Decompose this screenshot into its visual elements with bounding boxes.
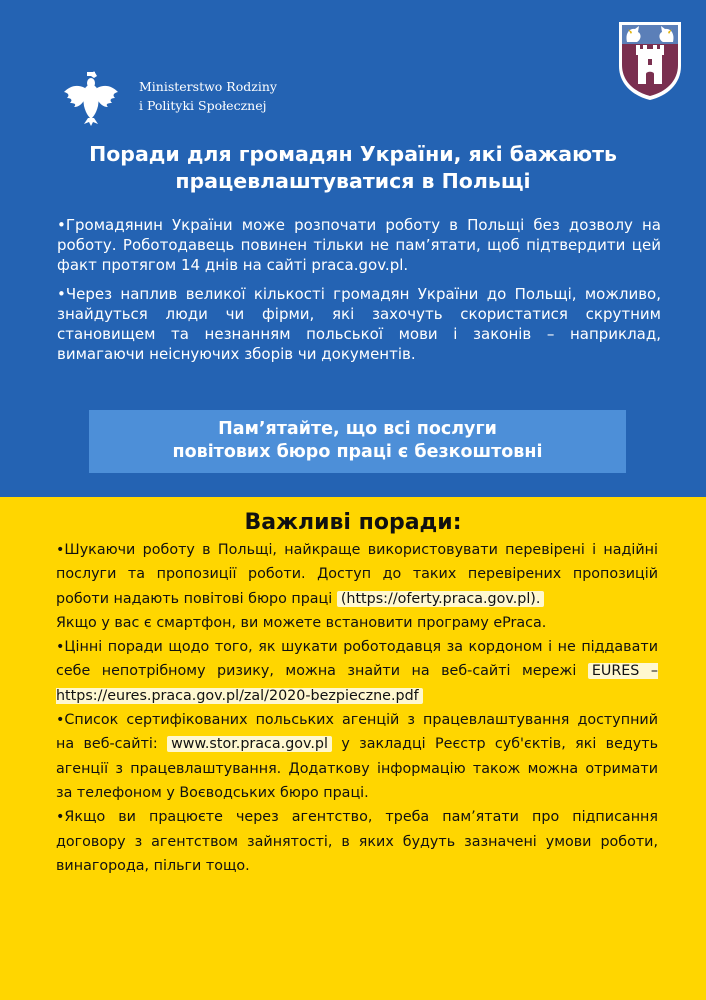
intro-paragraph-2: •Через наплив великої кількості громадян України до Польщі, можливо, знайдуться люди чи фірми, які захочуть скористатися скрутним становищем та незнанням польської мови і законів – наприклад, вимагаючи неіснуючих зборів чи документів.: [57, 285, 661, 363]
tip-1: [56, 538, 658, 611]
title-line2: працевлаштуватися в Польщі: [175, 169, 531, 193]
tip-3-text-cont: у закладці Реєстр суб'єктів, які ведуть агенції з працевлаштування. Додаткову інформацію також можна отримати за телефоном у Воєводських бюро праці.: [56, 736, 659, 801]
intro-paragraph-1: •Громадянин України може розпочати роботу в Польщі без дозволу на роботу. Роботодавець повинен тільки не пам’ятати, щоб підтвердити цей факт протягом 14 днів на сайті praca.gov.pl.: [57, 216, 661, 274]
title-line1: Поради для громадян України, які бажають: [89, 142, 617, 166]
tip-1-app: Якщо у вас є смартфон, ви можете встановити програму ePraca.: [56, 614, 547, 631]
ministry-name: [139, 77, 277, 115]
ministry-name-line1: Ministerstwo Rodziny: [139, 79, 277, 94]
coat-of-arms-icon: [615, 18, 685, 102]
page-title: [30, 141, 676, 195]
eures-link[interactable]: EURES – https://eures.praca.gov.pl/zal/2020-bezpieczne.pdf: [56, 663, 659, 704]
tips-list: [56, 538, 658, 878]
tip-2: [56, 635, 658, 708]
tip-3-text: •Список сертифікованих польських агенцій з працевлаштування доступний на веб-сайті:: [56, 712, 658, 753]
eagle-emblem-icon: [60, 66, 122, 128]
stor-link[interactable]: www.stor.praca.gov.pl: [167, 736, 332, 752]
notice-line1: Пам’ятайте, що всі послуги: [218, 419, 497, 439]
oferty-link[interactable]: (https://oferty.praca.gov.pl).: [337, 591, 545, 607]
tip-3: [56, 708, 658, 805]
tips-heading: Важливі поради:: [244, 510, 462, 535]
intro-text: [57, 215, 661, 373]
tip-1-text: •Шукаючи роботу в Польщі, найкраще використовувати перевірені і надійні послуги та пропозиції роботи. Доступ до таких перевірених пропозицій роботи надають повітові бюро праці: [56, 542, 658, 607]
tip-4: •Якщо ви працюєте через агентство, треба пам’ятати про підписання договору з агентством зайнятості, в яких будуть зазначені умови роботи, винагорода, пільги тощо.: [56, 809, 658, 874]
tip-2-text: •Цінні поради щодо того, як шукати роботодавця за кордоном і не піддавати себе непотрібному ризику, можна знайти на веб-сайті мережі: [56, 639, 658, 680]
blue-section: [0, 0, 706, 497]
ministry-name-line2: i Polityki Społecznej: [139, 98, 267, 113]
free-services-notice: [89, 410, 626, 473]
notice-line2: повітових бюро праці є безкоштовні: [172, 442, 543, 462]
